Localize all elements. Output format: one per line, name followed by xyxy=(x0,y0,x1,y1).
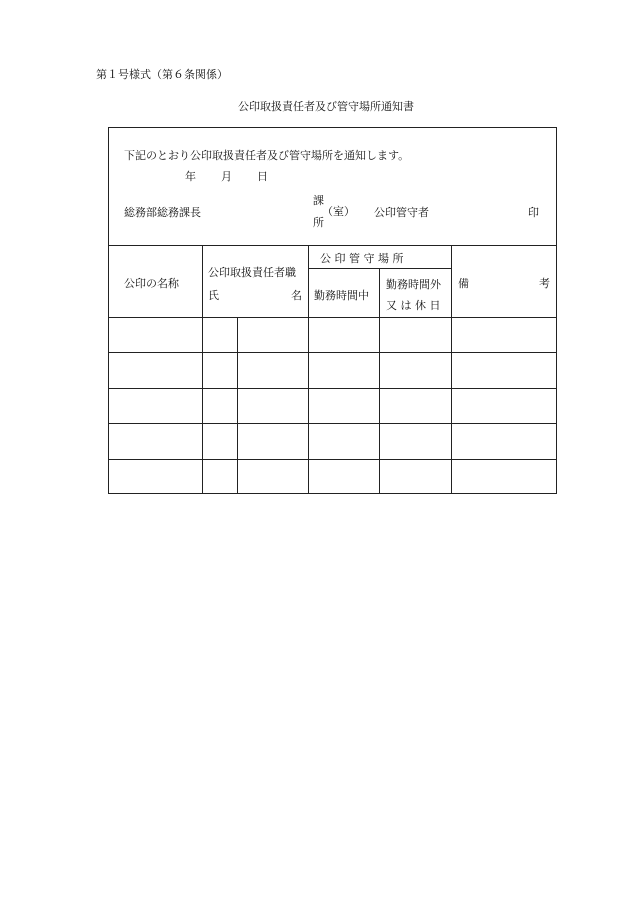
col-header-seal-name: 公印の名称 xyxy=(124,277,179,290)
col-header-working-hours: 勤務時間中 xyxy=(314,289,369,302)
remarks-label-b: 考 xyxy=(539,277,550,290)
department-label: 総務部総務課長 xyxy=(124,206,201,219)
col-header-storage-place: 公 印 管 守 場 所 xyxy=(320,252,404,265)
ka-label: 課 xyxy=(313,194,324,207)
form-number: 第１号様式（第６条関係） xyxy=(96,68,228,81)
column-rule-split xyxy=(237,317,238,494)
col-header-officer-name xyxy=(208,287,302,303)
row-rule xyxy=(108,352,557,353)
date-month-label: 月 xyxy=(221,170,232,183)
officer-mei-label: 名 xyxy=(291,289,302,302)
row-rule xyxy=(108,423,557,424)
seal-label: 印 xyxy=(528,206,539,219)
col-header-officer-title: 公印取扱責任者職 xyxy=(208,266,296,279)
header-bottom-rule xyxy=(108,317,557,318)
column-rule xyxy=(202,245,203,494)
row-rule xyxy=(108,388,557,389)
keeper-label: 公印管守者 xyxy=(374,206,429,219)
date-year-label: 年 xyxy=(185,170,196,183)
sho-label: 所 xyxy=(313,216,324,229)
col-header-remarks xyxy=(458,275,550,291)
remarks-label-a: 備 xyxy=(458,277,469,290)
document-title: 公印取扱責任者及び管守場所通知書 xyxy=(238,100,414,113)
notice-form-frame xyxy=(108,127,557,494)
row-rule xyxy=(108,459,557,460)
shitsu-label: （室） xyxy=(322,205,355,218)
column-rule xyxy=(451,245,452,494)
col-header-off-hours: 勤務時間外 xyxy=(386,278,441,291)
table-top-rule xyxy=(108,245,557,246)
date-day-label: 日 xyxy=(257,170,268,183)
column-rule xyxy=(308,245,309,494)
col-header-holidays: 又 は 休 日 xyxy=(386,299,441,312)
column-rule xyxy=(379,268,380,494)
officer-shi-label: 氏 xyxy=(208,289,219,302)
notice-intro: 下記のとおり公印取扱責任者及び管守場所を通知します。 xyxy=(124,149,410,162)
